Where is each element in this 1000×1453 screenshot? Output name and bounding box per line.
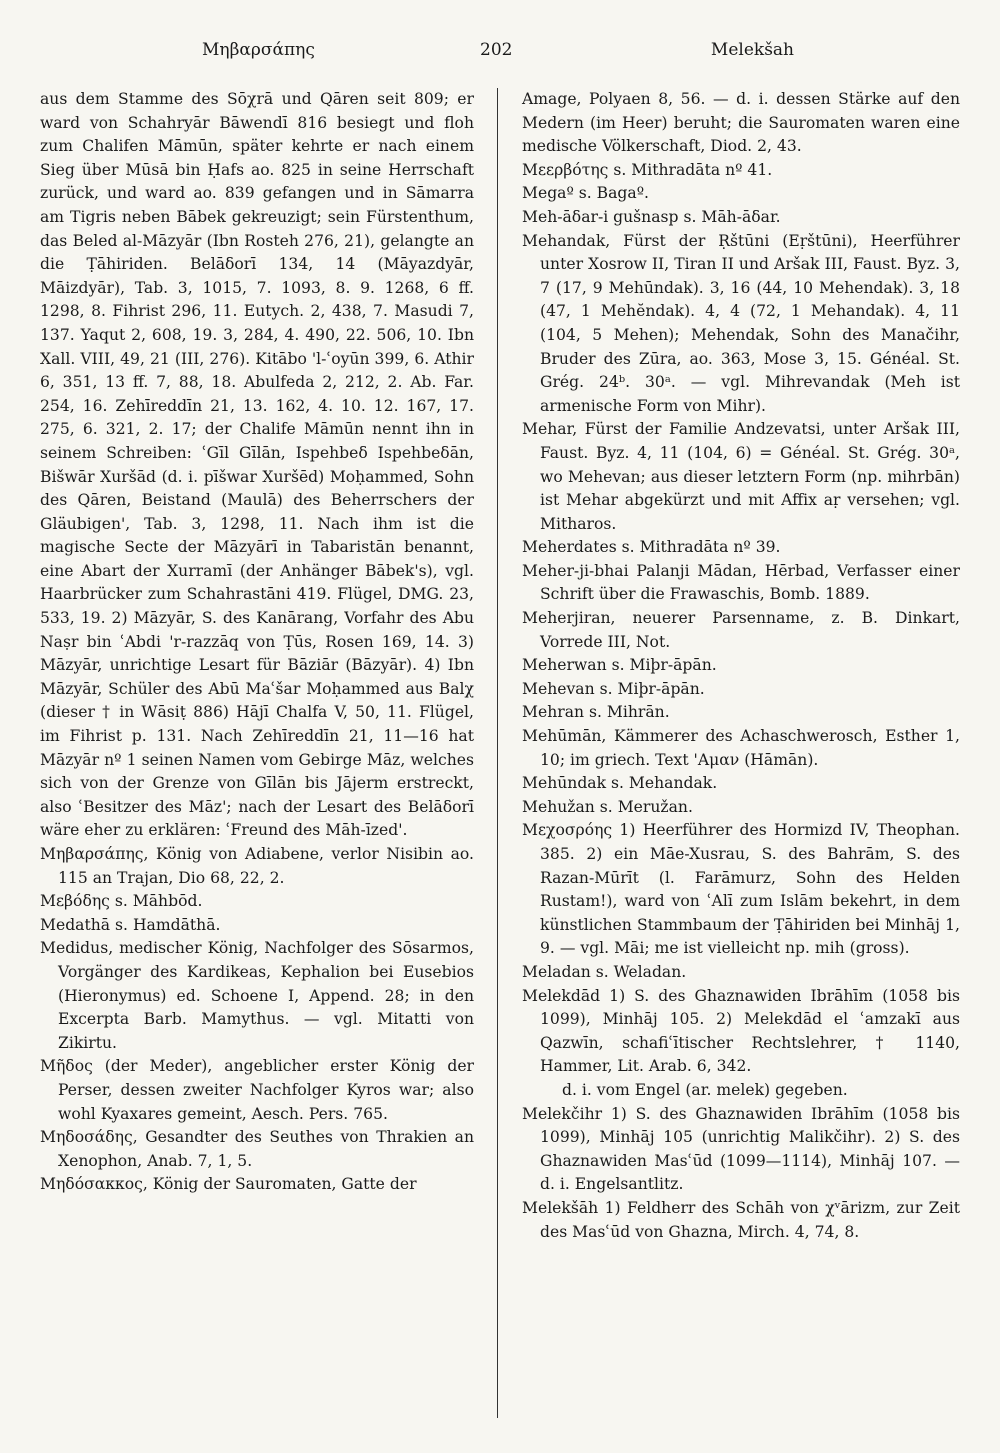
entry: Meh-āδar-i gušnasp s. Māh-āδar. bbox=[522, 207, 781, 226]
entry: Μεχοσρόης 1) Heerführer des Hormizd IV, Theophan. 385. 2) ein Māe-Xusrau, S. des Bahrām, S. des Razan-Mūrīt (l. Farāmurz, Sohn des Helden Rustam!), ward von ʿAlī zum Islām bekehrt, in dem künstlichen Stammbaum der Ṭāhiriden bei Minhāj 1, 9. — vgl. Māi; me ist vielleicht np. mih (gross). bbox=[522, 821, 960, 958]
running-header bbox=[40, 40, 960, 68]
entry: Melekdād 1) S. des Ghaznawiden Ibrāhīm (1058 bis 1099), Minhāj 105. 2) Melekdād el ʿamzakī aus Qazwīn, schafiʿītischer Rechtslehrer, † 1140, Hammer, Lit. Arab. 6, 342. bbox=[522, 986, 960, 1076]
entry: Meherdates s. Mithradāta nº 39. bbox=[522, 538, 781, 557]
entry: Mehevan s. Miþr-āpān. bbox=[522, 679, 705, 698]
entry: Medidus, medischer König, Nachfolger des Sōsarmos, Vorgänger des Kardikeas, Kephalion bei Eusebios (Hieronymus) ed. Schoene I, Append. 28; in den Excerpta Barb. Mamythus. — vgl. Mitatti von Zikirtu. bbox=[40, 939, 474, 1052]
entry: Meherjiran, neuerer Parsenname, z. B. Dinkart, Vorrede III, Not. bbox=[522, 609, 960, 651]
header-right-catchword: Melekšah bbox=[710, 40, 794, 60]
page-number: 202 bbox=[480, 40, 513, 60]
entry: Meherwan s. Miþr-āpān. bbox=[522, 656, 717, 675]
entry: Megaº s. Bagaº. bbox=[522, 184, 650, 203]
entry: Meher-ji-bhai Palanji Mādan, Hērbad, Verfasser einer Schrift über die Frawaschis, Bomb. 1889. bbox=[522, 561, 960, 604]
header-left-catchword: Μηβαρσάπης bbox=[202, 40, 315, 60]
entry-note: d. i. vom Engel (ar. melek) gegeben. bbox=[562, 1080, 848, 1099]
entry: Mehar, Fürst der Familie Andzevatsi, unter Aršak III, Faust. Byz. 4, 11 (104, 6) = Généal. St. Grég. 30ᵃ, wo Mehevan; aus dieser letztern Form (np. mihrbān) ist Mehar abgekürzt und mit Affix aṛ versehen; vgl. Mitharos. bbox=[522, 420, 960, 533]
entry: Μηδόσακκος, König der Sauromaten, Gatte der bbox=[40, 1175, 417, 1194]
entry: Melekšāh 1) Feldherr des Schāh von χᵛārizm, zur Zeit des Masʿūd von Ghazna, Mirch. 4, 74, 8. bbox=[522, 1198, 960, 1241]
entry-continuation: Amage, Polyaen 8, 56. — d. i. dessen Stärke auf den Medern (im Heer) beruht; die Sauromaten waren eine medische Völkerschaft, Diod. 2, 43. bbox=[522, 90, 960, 156]
entry: Μεερβότης s. Mithradāta nº 41. bbox=[522, 160, 773, 179]
entry: Mehūmān, Kämmerer des Achaschwerosch, Esther 1, 10; im griech. Text 'Αμαν (Hāmān). bbox=[522, 727, 960, 769]
entry: Mehūndak s. Mehandak. bbox=[522, 774, 718, 793]
entry: Mehandak, Fürst der Ṛštūni (Eṛštūni), Heerführer unter Xosrow II, Tiran II und Aršak III, Faust. Byz. 3, 7 (17, 9 Mehūndak). 3, 16 (44, 10 Mehendak). 3, 18 (47, 1 Mehĕndak). 4, 4 (72, 1 Mehandak). 4, 11 (104, 5 Mehen); Mehendak, Sohn des Manačihr, Bruder des Zūra, ao. 363, Mose 3, 15. Généal. St. Grég. 24ᵇ. 30ᵃ. — vgl. Mihrevandak (Meh ist armenische Form von Mihr). bbox=[522, 231, 960, 415]
entry-continuation: aus dem Stamme des Sōχrā und Qāren seit 809; er ward von Schahryār Bāwendī 816 besiegt und floh zum Chalifen Māmūn, später kehrte er nach einem Sieg über Mūsā bin Ḥafs ao. 825 in seine Herrschaft zurück, und ward ao. 839 gefangen und in Sāmarra am Tigris neben Bābek gekreuzigt; sein Fürstenthum, das Beled al-Māzyār (Ibn Rosteh 276, 21), gelangte an die Ṭāhiriden. Belāδorī 134, 14 (Māyazdyār, Māizdyār), Tab. 3, 1015, 7. 1093, 8. 9. 1268, 6 ff. 1298, 8. Fihrist 296, 11. Eutych. 2, 438, 7. Masudi 7, 137. Yaqut 2, 608, 19. 3, 284, 4. 490, 22. 506, 10. Ibn Xall. VIII, 49, 21 (III, 276). Kitābo 'l-ʿoyūn 399, 6. Athir 6, 351, 13 ff. 7, 88, 18. Abulfeda 2, 212, 2. Ab. Far. 254, 16. Zehīreddīn 21, 13. 162, 4. 10. 12. 167, 17. 275, 6. 321, 2. 17; der Chalife Māmūn nennt ihn in seinem Schreiben: ʿGīl Gīlān, Ispehbeδ Ispehbeδān, Bišwār Xuršād (d. i. pīšwar Xuršēd) Moḥammed, Sohn des Qāren, Beistand (Maulā) des Beherrschers der Gläubigen', Tab. 3, 1298, 11. Nach ihm ist die magische Secte der Māzyārī in Tabaristān benannt, eine Abart der Xurramī (der Anhänger Bābek's), vgl. Haarbrücker zum Schahrastāni 419. Flügel, DMG. 23, 533, 19. 2) Māzyār, S. des Kanārang, Vorfahr des Abu Naṣr bin ʿAbdi 'r-razzāq von Ṭūs, Rosen 169, 14. 3) Māzyār, unrichtige Lesart für Bāziār (Bāzyār). 4) Ibn Māzyār, Schüler des Abū Maʿšar Moḥammed aus Balχ (dieser † in Wāsiṭ 886) Hājī Chalfa V, 50, 11. Flügel, im Fihrist p. 131. Nach Zehīreddīn 21, 11—16 hat Māzyār nº 1 seinen Namen vom Gebirge Māz, welches sich von der Grenze von Gīlān bis Jājerm erstreckt, also ʿBesitzer des Māz'; nach der Lesart des Belāδorī wäre eher zu erklären: ʿFreund des Māh-īzed'. bbox=[40, 90, 474, 840]
entry: Μεβόδης s. Māhbōd. bbox=[40, 892, 203, 911]
entry: Μηδοσάδης, Gesandter des Seuthes von Thrakien an Xenophon, Anab. 7, 1, 5. bbox=[40, 1128, 474, 1170]
left-column bbox=[40, 88, 474, 1197]
entry: Melekčihr 1) S. des Ghaznawiden Ibrāhīm (1058 bis 1099), Minhāj 105 (unrichtig Malikčihr). 2) S. des Ghaznawiden Masʿūd (1099—1114), Minhāj 107. — d. i. Engelsantlitz. bbox=[522, 1104, 960, 1194]
entry: Mehran s. Mihrān. bbox=[522, 703, 670, 722]
entry: Meladan s. Weladan. bbox=[522, 962, 687, 981]
entry: Medathā s. Hamdāthā. bbox=[40, 915, 221, 934]
entry: Μηβαρσάπης, König von Adiabene, verlor Nisibin ao. 115 an Trajan, Dio 68, 22, 2. bbox=[40, 845, 474, 887]
column-divider bbox=[497, 88, 498, 1418]
right-column bbox=[522, 88, 960, 1244]
entry: Mehužan s. Meružan. bbox=[522, 797, 693, 816]
entry: Μῆδος (der Meder), angeblicher erster König der Perser, dessen zweiter Nachfolger Kyros war; also wohl Kyaxares gemeint, Aesch. Pers. 765. bbox=[40, 1057, 474, 1123]
